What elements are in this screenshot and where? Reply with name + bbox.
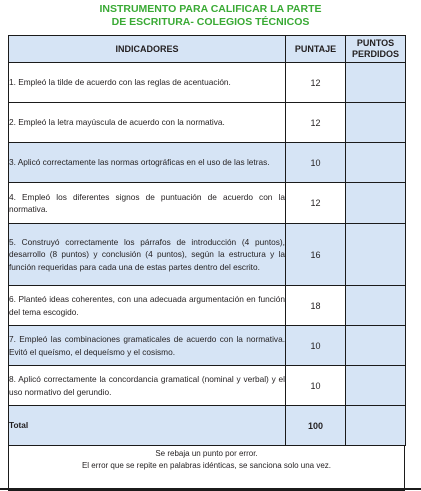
indicator-points: 10 xyxy=(286,143,346,183)
header-perdidos-line-1: PUNTOS xyxy=(356,38,395,48)
points-lost-cell[interactable] xyxy=(346,103,406,143)
total-label: Total xyxy=(9,406,286,446)
points-lost-cell[interactable] xyxy=(346,224,406,286)
document-title xyxy=(0,3,421,29)
header-perdidos-line-2: PERDIDOS xyxy=(351,49,399,59)
points-lost-cell[interactable] xyxy=(346,366,406,406)
indicator-points: 16 xyxy=(286,224,346,286)
points-lost-cell[interactable] xyxy=(346,143,406,183)
indicator-text: 8. Aplicó correctamente la concordancia gramatical (nominal y verbal) y el uso normativo del gerundio. xyxy=(9,366,286,406)
grading-table xyxy=(8,35,406,446)
table-row xyxy=(9,63,406,103)
header-indicadores: INDICADORES xyxy=(9,36,286,63)
indicator-points: 10 xyxy=(286,326,346,366)
indicator-text: 7. Empleó las combinaciones gramaticales de acuerdo con la normativa. Evitó el queísmo, el dequeísmo y el cosismo. xyxy=(9,326,286,366)
header-puntaje: PUNTAJE xyxy=(286,36,346,63)
total-points: 100 xyxy=(286,406,346,446)
indicator-points: 10 xyxy=(286,366,346,406)
points-lost-cell[interactable] xyxy=(346,286,406,326)
points-lost-cell[interactable] xyxy=(346,326,406,366)
scoring-note xyxy=(8,448,405,472)
indicator-points: 12 xyxy=(286,63,346,103)
total-points-lost-cell[interactable] xyxy=(346,406,406,446)
table-row xyxy=(9,326,406,366)
header-puntos-perdidos xyxy=(346,36,406,63)
indicator-points: 12 xyxy=(286,103,346,143)
points-lost-cell[interactable] xyxy=(346,63,406,103)
indicator-text: 3. Aplicó correctamente las normas ortográficas en el uso de las letras. xyxy=(9,143,286,183)
indicator-text: 1. Empleó la tilde de acuerdo con las reglas de acentuación. xyxy=(9,63,286,103)
total-row xyxy=(9,406,406,446)
indicator-text: 6. Planteó ideas coherentes, con una adecuada argumentación en función del tema escogido. xyxy=(9,286,286,326)
table-row xyxy=(9,224,406,286)
indicator-text: 2. Empleó la letra mayúscula de acuerdo con la normativa. xyxy=(9,103,286,143)
table-row xyxy=(9,366,406,406)
points-lost-cell[interactable] xyxy=(346,183,406,224)
scoring-note-line-2: El error que se repite en palabras idénticas, se sanciona solo una vez. xyxy=(81,461,332,470)
indicator-text: 5. Construyó correctamente los párrafos de introducción (4 puntos), desarrollo (8 puntos) y conclusión (4 puntos), según la estructura y la función requeridas para cada una de estas partes dentro del escrito. xyxy=(9,224,286,286)
table-row xyxy=(9,286,406,326)
title-line-1: INSTRUMENTO PARA CALIFICAR LA PARTE xyxy=(99,3,322,15)
table-header-row xyxy=(9,36,406,63)
title-line-2: DE ESCRITURA- COLEGIOS TÉCNICOS xyxy=(111,16,310,28)
indicator-text: 4. Empleó los diferentes signos de puntuación de acuerdo con la normativa. xyxy=(9,183,286,224)
scoring-note-line-1: Se rebaja un punto por error. xyxy=(155,449,258,458)
bottom-divider xyxy=(0,488,421,490)
table-row xyxy=(9,183,406,224)
indicator-points: 12 xyxy=(286,183,346,224)
table-row xyxy=(9,103,406,143)
table-row xyxy=(9,143,406,183)
indicator-points: 18 xyxy=(286,286,346,326)
